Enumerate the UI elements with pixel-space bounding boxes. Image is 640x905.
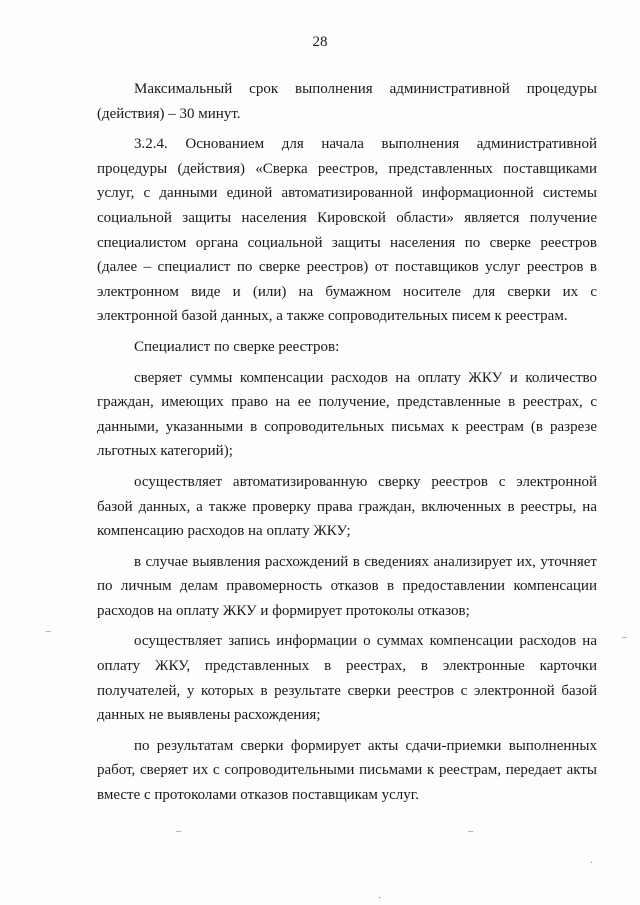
paragraph-3-2-4: 3.2.4. Основанием для начала выполнения административной процедуры (действия) «Сверка реестров, представленных поставщиками услуг, с данными единой автоматизированной информационной системы социальной защиты населения Кировской области» является получение специалистом органа социальной защиты населения по сверке реестров (далее – специалист по сверке реестров) от поставщиков услуг реестров в электронном виде и (или) на бумажном носителе для сверки их с электронной базой данных, а также сопроводительных писем к реестрам.	[97, 136, 597, 325]
paragraph-record-info: осуществляет запись информации о суммах компенсации расходов на оплату ЖКУ, представленных в реестрах, в электронные карточки получателей, у которых в результате сверки реестров с электронной базой данных не выявлены расхождения;	[97, 633, 597, 724]
paragraph-specialist-intro: Специалист по сверке реестров:	[134, 338, 340, 355]
page-number: 28	[312, 34, 328, 50]
paragraph-automated-check: осуществляет автоматизированную сверку реестров с электронной базой данных, а также проверку права граждан, включенных в реестры, на компенсацию расходов на оплату ЖКУ;	[97, 473, 597, 540]
scan-mark: –	[176, 826, 181, 837]
scan-mark: –	[622, 632, 627, 643]
scan-mark: –	[46, 626, 51, 637]
paragraph-reconcile-sums: сверяет суммы компенсации расходов на оплату ЖКУ и количество граждан, имеющих право на ее получение, представленные в реестрах, с данными, указанными в сопроводительных письмах к реестрам (в разрезе льготных категорий);	[97, 369, 597, 460]
scan-mark: –	[468, 826, 473, 837]
scan-mark: ·	[378, 893, 382, 904]
paragraph-max-duration: Максимальный срок выполнения административной процедуры (действия) – 30 минут.	[97, 81, 597, 122]
document-body	[97, 77, 597, 808]
paragraph-acceptance-acts: по результатам сверки формирует акты сдачи-приемки выполненных работ, сверяет их с сопроводительными письмами к реестрам, передает акты вместе с протоколами отказов поставщикам услуг.	[97, 737, 597, 804]
paragraph-discrepancies: в случае выявления расхождений в сведениях анализирует их, уточняет по личным делам правомерность отказов в предоставлении компенсации расходов на оплату ЖКУ и формирует протоколы отказов;	[97, 553, 597, 619]
scan-mark: ·	[590, 858, 594, 869]
